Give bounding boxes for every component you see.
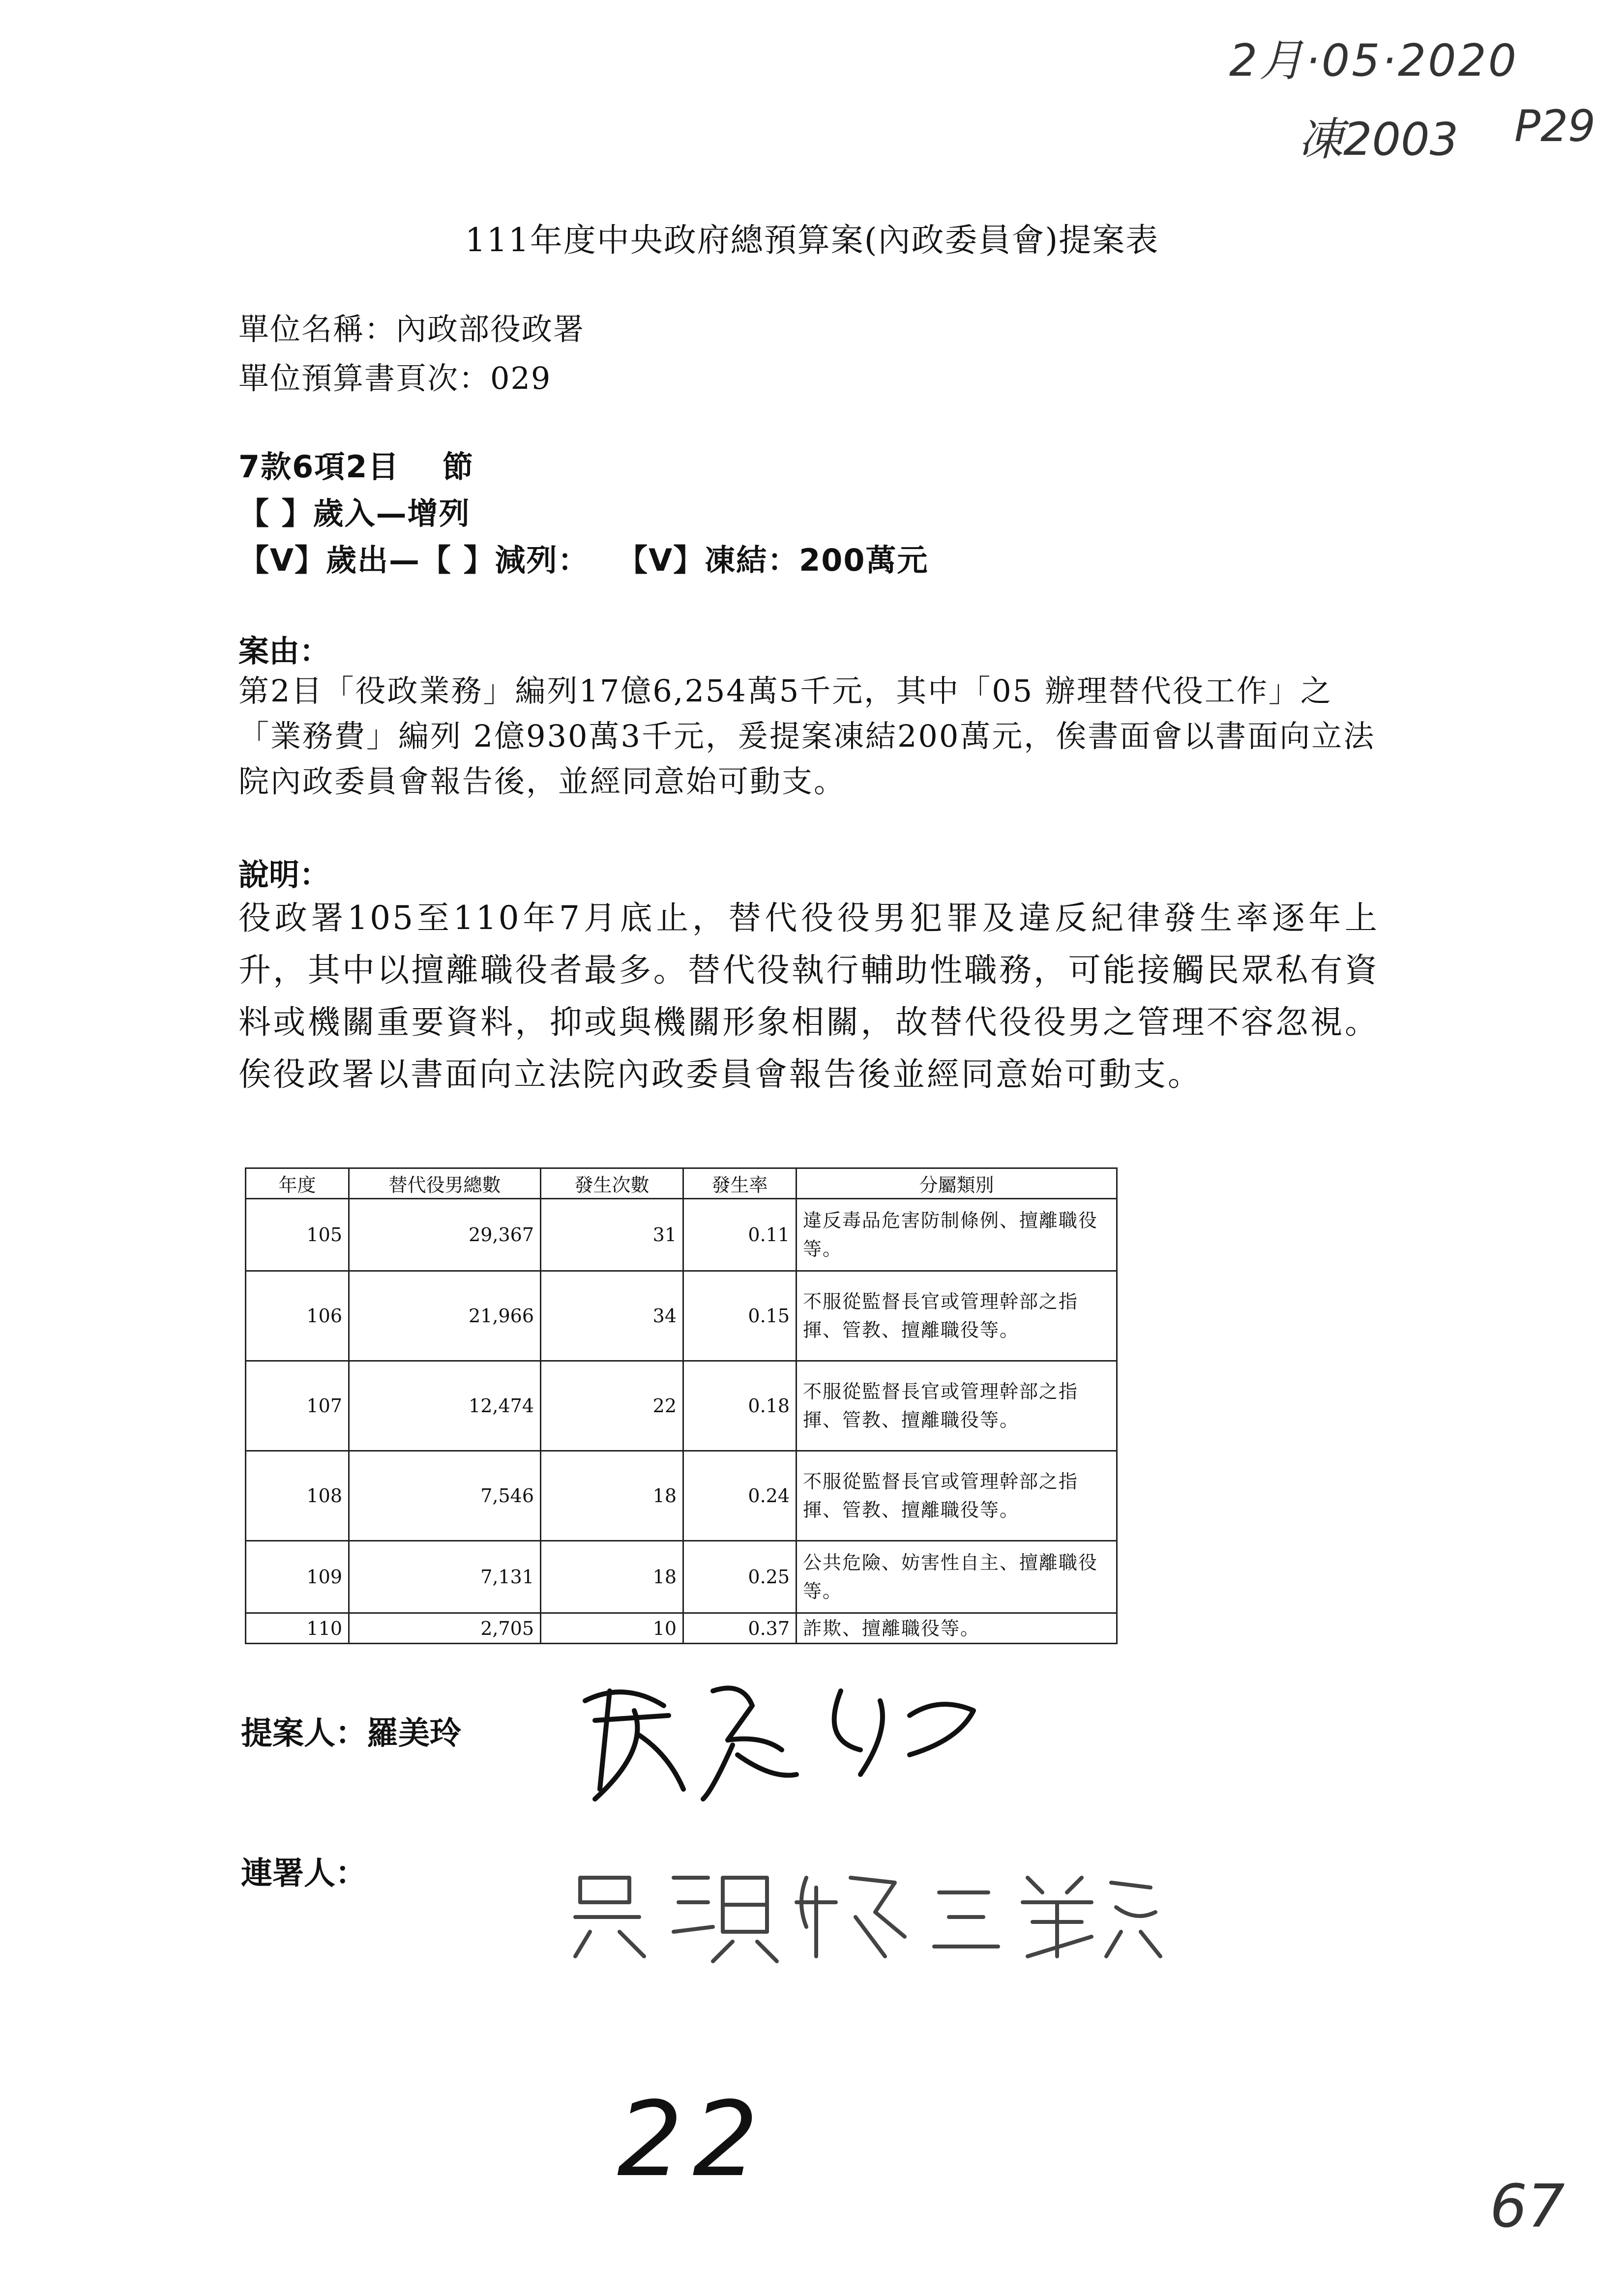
- cell-year: 107: [246, 1361, 349, 1451]
- unit-budget-page: 單位預算書頁次：029: [238, 360, 552, 396]
- header-total: 替代役男總數: [349, 1168, 541, 1199]
- proposer-signature: [565, 1661, 1008, 1809]
- cell-count: 34: [541, 1271, 683, 1361]
- expenditure-line: 【V】歲出—【 】減列： 【V】凍結：200萬元: [238, 542, 929, 578]
- proposer-label: 提案人：羅美玲: [241, 1715, 461, 1752]
- cosigner-signatures: [561, 1858, 1175, 1966]
- cell-year: 108: [246, 1451, 349, 1540]
- cell-rate: 0.15: [683, 1271, 797, 1361]
- table-row: [246, 1451, 1117, 1540]
- handwritten-date: 2月·05·2020: [1229, 35, 1519, 87]
- table-row: [246, 1613, 1117, 1644]
- cell-count: 18: [541, 1451, 683, 1540]
- cell-count: 22: [541, 1361, 683, 1451]
- cell-rate: 0.25: [683, 1540, 797, 1613]
- cell-count: 31: [541, 1199, 683, 1271]
- budget-code: 7款6項2目 節: [238, 449, 474, 485]
- cell-total: 7,131: [349, 1540, 541, 1613]
- table-row: [246, 1271, 1117, 1361]
- table-row: [246, 1361, 1117, 1451]
- corner-page-number: 67: [1490, 2173, 1565, 2241]
- table-row: [246, 1540, 1117, 1613]
- cell-category: 違反毒品危害防制條例、擅離職役等。: [797, 1199, 1117, 1271]
- cell-total: 21,966: [349, 1271, 541, 1361]
- cell-count: 10: [541, 1613, 683, 1644]
- cell-rate: 0.18: [683, 1361, 797, 1451]
- cosigner-label: 連署人：: [241, 1856, 367, 1892]
- cell-rate: 0.24: [683, 1451, 797, 1540]
- cell-category: 不服從監督長官或管理幹部之指揮、管教、擅離職役等。: [797, 1271, 1117, 1361]
- cell-year: 106: [246, 1271, 349, 1361]
- document-title: 111年度中央政府總預算案(內政委員會)提案表: [465, 221, 1159, 259]
- explanation-body: 役政署105至110年7月底止，替代役役男犯罪及違反紀律發生率逐年上升，其中以擅離職役者最多。替代役執行輔助性職務，可能接觸民眾私有資料或機關重要資料，抑或與機關形象相關，故替代役役男之管理不容忽視。俟役政署以書面向立法院內政委員會報告後並經同意始可動支。: [238, 899, 1379, 1093]
- explanation-heading: 說明：: [238, 857, 330, 893]
- header-count: 發生次數: [541, 1168, 683, 1199]
- cell-rate: 0.11: [683, 1199, 797, 1271]
- cell-category: 公共危險、妨害性自主、擅離職役等。: [797, 1540, 1117, 1613]
- table-header-row: [246, 1168, 1117, 1199]
- statistics-table: [245, 1167, 1118, 1644]
- header-year: 年度: [246, 1168, 349, 1199]
- table-row: [246, 1199, 1117, 1271]
- page-number: 22: [617, 2079, 768, 2200]
- cell-year: 110: [246, 1613, 349, 1644]
- cell-category: 詐欺、擅離職役等。: [797, 1613, 1117, 1644]
- cell-year: 105: [246, 1199, 349, 1271]
- cell-total: 2,705: [349, 1613, 541, 1644]
- cell-total: 12,474: [349, 1361, 541, 1451]
- reason-body: 第2目「役政業務」編列17億6,254萬5千元，其中「05 辦理替代役工作」之「業務費」編列 2億930萬3千元，爰提案凍結200萬元，俟書面會以書面向立法院內政委員會報告後，並經同意始可動支。: [238, 673, 1376, 799]
- cell-count: 18: [541, 1540, 683, 1613]
- reason-heading: 案由：: [238, 633, 330, 669]
- unit-name: 單位名稱：內政部役政署: [238, 311, 585, 347]
- cell-year: 109: [246, 1540, 349, 1613]
- handwritten-freeze-note: 凍2003: [1298, 113, 1459, 166]
- revenue-line: 【 】歲入—增列: [238, 495, 471, 531]
- handwritten-page-ref: P29: [1514, 101, 1596, 151]
- cell-total: 7,546: [349, 1451, 541, 1540]
- header-rate: 發生率: [683, 1168, 797, 1199]
- cell-category: 不服從監督長官或管理幹部之指揮、管教、擅離職役等。: [797, 1361, 1117, 1451]
- cell-category: 不服從監督長官或管理幹部之指揮、管教、擅離職役等。: [797, 1451, 1117, 1540]
- header-category: 分屬類別: [797, 1168, 1117, 1199]
- cell-rate: 0.37: [683, 1613, 797, 1644]
- cell-total: 29,367: [349, 1199, 541, 1271]
